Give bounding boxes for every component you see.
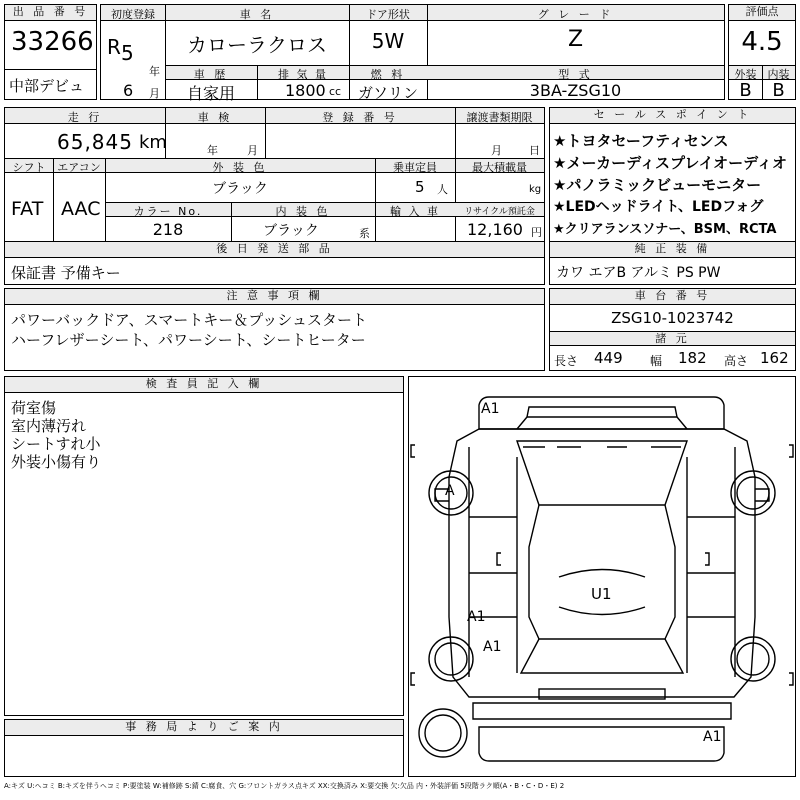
- ext-label: 外装: [734, 68, 757, 81]
- recycle-label: リサイクル預託金: [464, 207, 535, 217]
- door-label: ドア形状: [366, 8, 410, 21]
- km-unit: km: [139, 132, 167, 153]
- plate-label: 登 録 番 号: [322, 111, 398, 124]
- genuine: カワ エアB アルミ PS PW: [556, 265, 721, 281]
- fuel-label: 燃 料: [370, 68, 406, 81]
- exterior-color-label: 外 装 色: [212, 161, 268, 174]
- later-parts: 保証書 予備キー: [11, 264, 121, 282]
- lot-number-label: 出 品 番 号: [5, 5, 96, 21]
- specs-box: [4, 107, 545, 242]
- kg-unit: kg: [529, 184, 542, 195]
- genuine-label: 純 正 装 備: [550, 242, 795, 258]
- windshield: [517, 441, 687, 505]
- int-grade: B: [772, 80, 785, 101]
- inspection-label: 車 検: [197, 111, 233, 124]
- yen-unit: 円: [531, 226, 542, 239]
- car-diagram: [409, 377, 795, 776]
- year-unit: 年: [149, 65, 160, 78]
- car-name-label: 車 名: [239, 8, 275, 21]
- door: 5W: [371, 29, 405, 53]
- sales-point-4: ★LEDヘッドライト、LEDフォグ: [553, 199, 764, 215]
- dims-label: 諸 元: [550, 331, 795, 346]
- model: 3BA-ZSG10: [529, 81, 622, 100]
- genuine-equipment-box: [549, 241, 796, 285]
- rear-window: [521, 639, 683, 673]
- interior-color: ブラック: [263, 223, 319, 239]
- capacity: 5: [415, 178, 425, 196]
- eval-score: 4.5: [741, 27, 783, 57]
- cc-unit: cc: [329, 85, 342, 98]
- era: R: [107, 35, 121, 59]
- sales-point-1: ★トヨタセーフティセンス: [553, 132, 729, 150]
- history-label: 車 歴: [193, 68, 229, 81]
- ac-label: エアコン: [57, 161, 101, 174]
- exterior-color: ブラック: [212, 181, 268, 197]
- capacity-label: 乗車定員: [393, 161, 437, 174]
- color-no: 218: [152, 220, 184, 239]
- later-parts-box: [4, 241, 545, 285]
- sales-label: セ ー ル ス ポ イ ン ト: [550, 108, 795, 124]
- shift: FAT: [11, 198, 44, 220]
- ac: AAC: [61, 198, 101, 220]
- debut-label: 中部デビュ: [9, 77, 85, 95]
- sales-point-3: ★パノラミックビューモニター: [553, 176, 762, 194]
- lot-number-box: [4, 4, 97, 100]
- reg-month: 6: [123, 81, 134, 100]
- mark-left-rear-a1: A1: [467, 609, 486, 625]
- mileage-label: 走 行: [67, 111, 103, 124]
- vehicle-header-box: [100, 4, 725, 103]
- hood: [517, 417, 687, 429]
- fuel: ガソリン: [357, 84, 418, 102]
- recycle: 12,160: [467, 220, 523, 239]
- grade-label: グ レ ー ド: [537, 8, 614, 21]
- person-unit: 人: [437, 183, 448, 196]
- height-label: 高さ: [724, 354, 749, 368]
- model-label: 型 式: [558, 68, 593, 81]
- legend: A:キズ U:ヘコミ B:キズを伴うヘコミ P:要塗装 W:補修跡 S:錆 C:腐食、穴 G:フロントガラス点キズ XX:交換済み X:要交換 欠:欠品 内・外装評価 5段階ラク順(A・B・C・D・E) 2: [4, 782, 565, 790]
- front-bumper: [479, 397, 724, 429]
- max-load-label: 最大積載量: [472, 161, 527, 174]
- mark-left-front-wheel-a: A: [445, 483, 455, 499]
- reg-year: 5: [121, 41, 134, 65]
- displacement-label: 排 気 量: [278, 68, 328, 81]
- ext-grade: B: [739, 80, 752, 101]
- transfer-day-unit: 日: [529, 144, 540, 157]
- insp-month-unit: 月: [247, 144, 258, 157]
- evaluation-box: [728, 4, 796, 100]
- inspector-note-1: 荷室傷: [11, 399, 57, 417]
- notes-line-2: ハーフレザーシート、パワーシート、シートヒーター: [11, 331, 366, 349]
- inspector-note-2: 室内薄汚れ: [11, 417, 87, 435]
- rear-bumper: [473, 703, 731, 719]
- inspector-note-3: シートすれ小: [11, 435, 101, 453]
- mark-left-rear-wheel-a1: A1: [483, 639, 502, 655]
- len: 449: [594, 349, 623, 367]
- inspector-box: [4, 376, 404, 716]
- lot-number: 33266: [11, 27, 94, 57]
- mileage: 65,845: [57, 130, 133, 154]
- color-no-label: カラー No.: [133, 205, 203, 218]
- sales-points-box: [549, 107, 796, 242]
- chassis: ZSG10-1023742: [611, 309, 734, 327]
- insp-year-unit: 年: [207, 144, 218, 157]
- int-label: 内装: [767, 68, 790, 81]
- interior-color-label: 内 装 色: [275, 205, 331, 218]
- sales-point-5: ★クリアランスソナー、BSM、RCTA: [553, 222, 777, 237]
- mark-front-a1: A1: [481, 401, 500, 417]
- later-parts-label: 後 日 発 送 部 品: [5, 242, 544, 258]
- car-diagram-box: [408, 376, 796, 777]
- history: 自家用: [186, 84, 235, 103]
- roof: [529, 505, 675, 639]
- kei-unit: 系: [359, 227, 370, 240]
- notes-line-1: パワーバックドア、スマートキー＆プッシュスタート: [11, 311, 367, 329]
- grade: Z: [567, 27, 584, 52]
- displacement: 1800: [285, 81, 326, 100]
- transfer-month-unit: 月: [491, 144, 502, 157]
- notes-box: [4, 288, 545, 371]
- shift-label: シフト: [12, 161, 46, 174]
- import-label: 輸 入 車: [390, 205, 440, 218]
- office-label: 事 務 局 よ り ご 案 内: [5, 720, 403, 736]
- chassis-box: [549, 288, 796, 371]
- eval-label: 評価点: [729, 5, 795, 21]
- inspector-label: 検 査 員 記 入 欄: [5, 377, 403, 393]
- inspector-note-4: 外装小傷有り: [11, 453, 102, 471]
- len-label: 長さ: [554, 354, 579, 368]
- first-reg-label: 初度登録: [111, 8, 155, 21]
- notes-label: 注 意 事 項 欄: [5, 289, 544, 305]
- office-box: [4, 719, 404, 777]
- width-label: 幅: [650, 354, 663, 368]
- chassis-label: 車 台 番 号: [550, 289, 795, 305]
- transfer-label: 譲渡書類期限: [466, 111, 533, 124]
- mark-roof-u1: U1: [591, 585, 612, 603]
- width: 182: [678, 349, 707, 367]
- mark-rear-a1: A1: [703, 729, 722, 745]
- height: 162: [760, 349, 789, 367]
- month-unit: 月: [149, 87, 160, 100]
- car-name: カローラクロス: [187, 33, 327, 57]
- sales-point-2: ★メーカーディスプレイオーディオ: [553, 154, 787, 172]
